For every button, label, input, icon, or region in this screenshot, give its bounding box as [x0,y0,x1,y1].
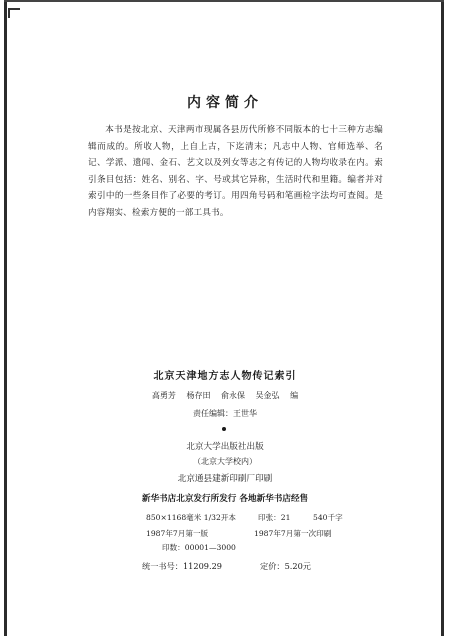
separator-dot [222,427,226,431]
intro-body [88,122,383,221]
scan-edge-top [4,0,444,2]
print-run: 印数：00001—3000 [162,543,236,552]
unified-book-number: 统一书号：11209.29 [142,561,223,571]
price: 定价：5.20元 [260,561,311,571]
authors: 高勇芳 杨存田 俞永保 吴金弘 编 [151,391,299,400]
word-count: 540千字 [313,513,343,522]
printed-sheets: 印张：21 [258,513,291,522]
edition: 1987年7月第一版 [146,529,209,538]
intro-title: 内容简介 [187,95,263,111]
book-title: 北京天津地方志人物传记索引 [153,371,297,382]
intro-paragraph: 本书是按北京、天津两市现属各县历代所修不同版本的七十三种方志编辑而成的。所收人物，上自上古，下迄清末；凡志中人物、官师选举、名记、学派、遗闻、金石、艺文以及列女等志之有传记的人物均收录在内。索引条目包括：姓名、别名、字、号或其它异称，生活时代和里籍。编者并对索引中的一些条目作了必要的考订。用四角号码和笔画检字法均可查阅。是内容翔实、检索方便的一部工具书。 [88,125,383,218]
responsible-editor: 责任编辑：王世华 [193,409,257,418]
scan-corner-mark [8,8,20,18]
distributor: 新华书店北京发行所发行 各地新华书店经售 [141,494,309,504]
printer: 北京通县建新印刷厂印刷 [177,474,273,484]
book-format: 850×1168毫米 1/32开本 [146,513,237,522]
publisher: 北京大学出版社出版 [186,442,264,452]
printing: 1987年7月第一次印刷 [254,529,332,538]
publisher-address: （北京大学校内） [193,457,257,466]
